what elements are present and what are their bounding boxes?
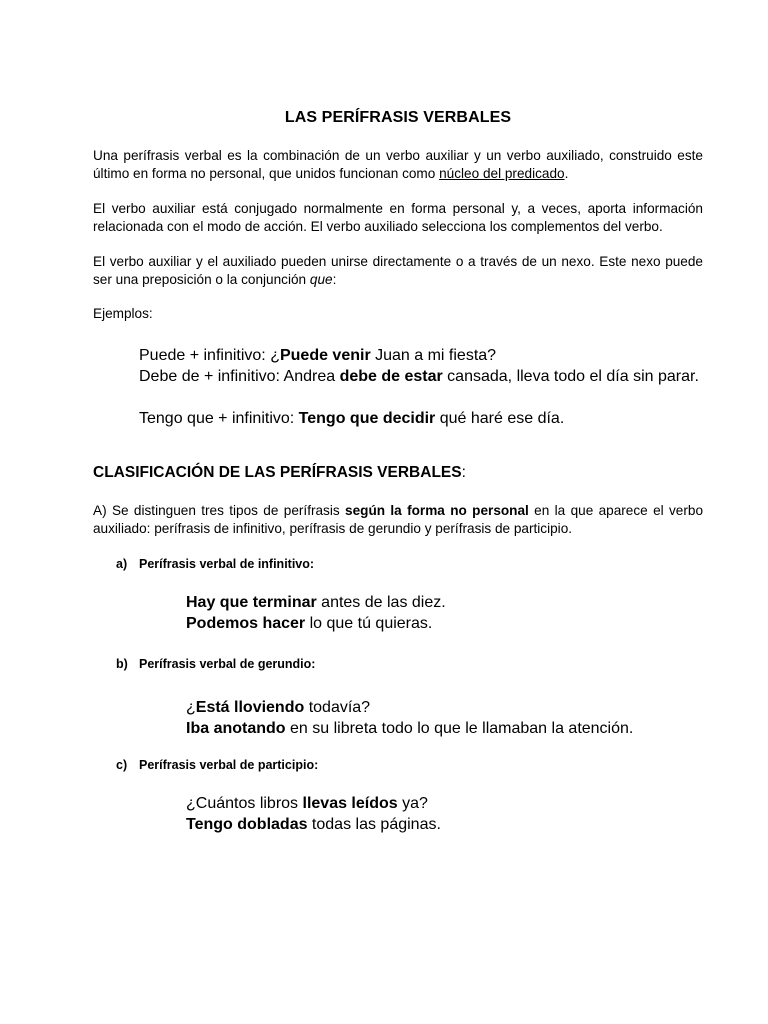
example-bold: Está lloviendo <box>195 699 305 716</box>
example-text: Puede + infinitivo: ¿ <box>139 347 280 364</box>
example-line <box>186 613 432 634</box>
example-bold: Tengo que decidir <box>298 410 436 427</box>
example-bold: Podemos hacer <box>186 615 306 632</box>
example-line <box>186 592 446 613</box>
italic-term: que <box>309 271 333 287</box>
heading-colon: : <box>461 464 466 481</box>
example-line <box>139 408 564 429</box>
list-marker: a) <box>116 557 128 571</box>
example-text: todas las páginas. <box>307 816 441 833</box>
heading-text: CLASIFICACIÓN DE LAS PERÍFRASIS VERBALES <box>93 464 462 481</box>
example-bold: Iba anotando <box>186 720 286 737</box>
example-line <box>93 366 703 387</box>
example-line <box>139 345 496 366</box>
example-text: en su libreta todo lo que le llamaban la atención. <box>285 720 634 737</box>
example-text: qué haré ese día. <box>435 410 565 427</box>
example-text: cansada, lleva todo el día sin parar. <box>442 368 699 385</box>
example-text: todavía? <box>304 699 371 716</box>
list-marker: c) <box>116 758 128 772</box>
example-bold: llevas leídos <box>302 795 398 812</box>
example-text: ¿ <box>186 699 196 716</box>
paragraph-text: A) Se distinguen tres tipos de perífrasis <box>93 503 346 518</box>
example-bold: debe de estar <box>339 368 443 385</box>
list-marker: b) <box>116 657 128 671</box>
subsection-label: Perífrasis verbal de gerundio: <box>139 657 316 671</box>
example-text: Tengo que + infinitivo: <box>139 410 299 427</box>
example-text: lo que tú quieras. <box>305 615 433 632</box>
subsection-label: Perífrasis verbal de participio: <box>139 758 319 772</box>
example-text: antes de las diez. <box>316 594 446 611</box>
paragraph-text: . <box>564 165 569 181</box>
example-text: ya? <box>397 795 428 812</box>
example-line <box>186 718 633 739</box>
example-text: Juan a mi fiesta? <box>370 347 497 364</box>
underlined-term: núcleo del predicado <box>439 165 565 181</box>
examples-label: Ejemplos: <box>93 306 153 321</box>
example-bold: Tengo dobladas <box>186 816 308 833</box>
example-bold: Hay que terminar <box>186 594 317 611</box>
paragraph-text: El verbo auxiliar y el auxiliado pueden unirse directamente o a través de un nexo. Este nexo puede ser una preposición o la conjunción <box>93 254 703 287</box>
paragraph-definition <box>93 147 703 182</box>
example-line <box>186 793 428 814</box>
example-line <box>186 697 370 718</box>
example-text: Debe de + infinitivo: Andrea <box>139 368 340 385</box>
subsection-label: Perífrasis verbal de infinitivo: <box>139 557 315 571</box>
paragraph-nexo <box>93 253 703 288</box>
paragraph-auxiliar: El verbo auxiliar está conjugado normalmente en forma personal y, a veces, aporta información relacionada con el modo de acción. El verbo auxiliado selecciona los complementos del verbo. <box>93 201 703 234</box>
paragraph-text: : <box>332 271 337 287</box>
example-bold: Puede venir <box>279 347 371 364</box>
example-line <box>186 814 441 835</box>
section-heading <box>93 464 466 482</box>
example-text: ¿Cuántos libros <box>186 795 303 812</box>
page-title: LAS PERÍFRASIS VERBALES <box>284 109 512 126</box>
paragraph-tipos <box>93 502 703 537</box>
paragraph-text: Una perífrasis verbal es la combinación de un verbo auxiliar y un verbo auxiliado, construido este último en forma no personal, que unidos funcionan como <box>93 148 703 181</box>
paragraph-text: en la que aparece el verbo auxiliado: perífrasis de infinitivo, perífrasis de gerundio y perífrasis de participio. <box>93 503 703 536</box>
bold-term: según la forma no personal <box>345 503 529 518</box>
